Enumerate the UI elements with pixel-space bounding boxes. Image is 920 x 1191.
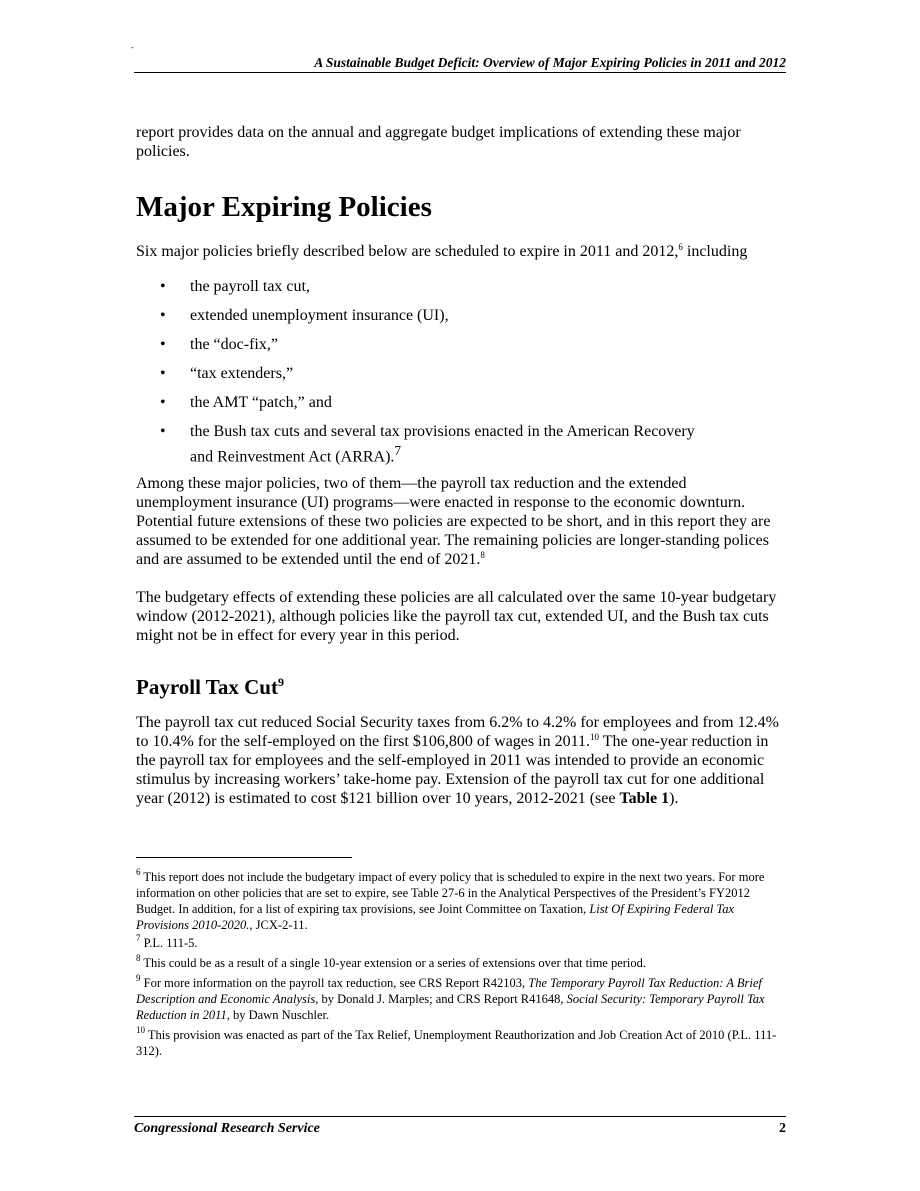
list-item [160,335,760,354]
footnote-7: $^7$ P.L. 111-5. [136,933,198,950]
footnote-9: $^9$ For more information on the payroll tax reduction, see CRS Report R42103, The Temporary Payroll Tax Reduction: A Brief Description and Economic Analysis, by Donald J. Marples; and CRS Report R41648, Social Security: Temporary Payroll Tax Reduction in 2011, by Dawn Nuschler. [136,973,765,1022]
bullet-icon: • [160,394,166,411]
list-item-text-line1: the Bush tax cuts and several tax provisions enacted in the American Recovery [190,423,695,440]
footnote-ref-8[interactable]: 8 [480,550,485,560]
table-reference-link[interactable]: Table 1 [619,790,670,807]
page-number: 2 [779,1121,786,1136]
list-item-text: the “doc-fix,” [190,336,278,353]
window-paragraph: The budgetary effects of extending these policies are all calculated over the same 10-year budgetary window (2012-2021), although policies like the payroll tax cut, extended UI, and the Bush tax cuts might not be in effect for every year in this period. [136,589,777,644]
list-item [160,393,760,412]
list-item-text-line2: and Reinvestment Act (ARRA).$^7$ [190,443,402,466]
lead-tail: including [682,243,748,260]
footnote-ref-6[interactable]: 6 [678,242,683,252]
bullet-icon: • [160,423,166,440]
bullet-icon: • [160,365,166,382]
subsection-title: Payroll Tax Cut$^9$ [136,675,284,699]
bullet-icon: • [160,278,166,295]
policy-list [160,277,760,476]
list-item [160,306,760,325]
bullet-icon: • [160,336,166,353]
footnote-ref-7[interactable]: 7 [394,443,402,458]
footnote-ref-9[interactable]: 9 [277,675,284,689]
corner-mark: - [131,43,134,52]
section-title: Major Expiring Policies [136,191,432,223]
list-item [160,364,760,383]
payroll-paragraph: The payroll tax cut reduced Social Security taxes from 6.2% to 4.2% for employees and from 12.4% to 10.4% for the self-employed on the first $106,800 of wages in 2011.10 The one-year reduction in the payroll tax for employees and the self-employed in 2011 was intended to provide an economic stimulus by increasing workers’ take-home pay. Extension of the payroll tax cut for one additional year (2012) is estimated to cost $121 billion over 10 years, 2012-2021 (see Table 1). [136,714,779,807]
footnote-8: $^8$ This could be as a result of a single 10-year extension or a series of extensions over that time period. [136,953,647,970]
footer-rule [134,1116,786,1117]
list-item-text: “tax extenders,” [190,365,294,382]
list-item [160,422,760,466]
lead-paragraph [136,242,786,261]
context-paragraph: Among these major policies, two of them—the payroll tax reduction and the extended unemployment insurance (UI) programs—were enacted in response to the economic downturn. Potential future extensions of these two policies are expected to be short, and in this report they are assumed to be extended for one additional year. The remaining policies are longer-standing polices and are assumed to be extended until the end of 2021.$^8$ [136,475,771,568]
running-header-title: A Sustainable Budget Deficit: Overview of Major Expiring Policies in 2011 and 2012 [314,55,786,70]
list-item-text: extended unemployment insurance (UI), [190,307,449,324]
footnote-6: $^6$ This report does not include the budgetary impact of every policy that is scheduled to expire in the next two years. For more information on other policies that are set to expire, see Table 27-6 in the Analytical Perspectives of the President’s FY2012 Budget. In addition, for a list of expiring tax provisions, see Joint Committee on Taxation, List Of Expiring Federal Tax Provisions 2010-2020., JCX-2-11. [136,867,765,932]
list-item-text: the AMT “patch,” and [190,394,332,411]
list-item-text: the payroll tax cut, [190,278,310,295]
header-rule [134,72,786,73]
lead-text: Six major policies briefly described below are scheduled to expire in 2011 and 2012, [136,243,679,260]
list-item [160,277,760,296]
footnote-10: $^{10}$ This provision was enacted as part of the Tax Relief, Unemployment Reauthorization and Job Creation Act of 2010 (P.L. 111-312). [136,1025,777,1058]
bullet-icon: • [160,307,166,324]
intro-paragraph: report provides data on the annual and aggregate budget implications of extending these major policies. [136,124,741,160]
footnote-separator [136,857,352,858]
footnote-ref-10[interactable]: 10 [589,732,599,742]
footer-org: Congressional Research Service [134,1121,320,1136]
